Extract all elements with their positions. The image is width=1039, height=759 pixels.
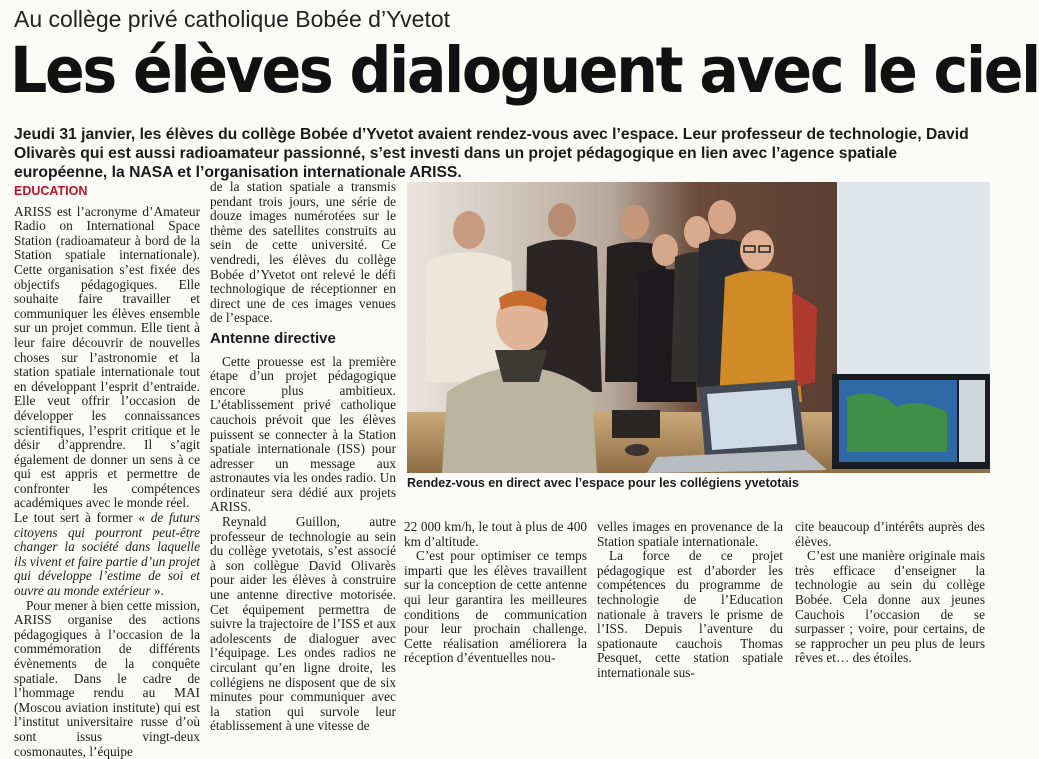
photo-illustration	[407, 182, 990, 473]
col2-paragraph-2: Cette prouesse est la première étape d’un projet pédagogique encore plus ambitieux. L’établissement privé catholique cauchois prévoit que les élèves puissent se connecter à la Station spatiale internationale (ISS) pour adresser un message aux astronautes via les ondes radio. Un ordinateur sera dédié aux projets ARISS.	[210, 353, 396, 515]
col4-paragraph-1: velles images en provenance de la Station spatiale internationale.	[597, 519, 783, 549]
col5-paragraph-2: C’est une manière originale mais très efficace d’enseigner la technologie au sein du collège Bobée. Cela donne aux jeunes Cauchois l’occasion de se surpasser ; voire, pour certains, de se rapprocher un peu plus de leurs rêves et… des étoiles.	[795, 548, 985, 666]
col1-paragraph-1: ARISS est l’acronyme d’Amateur Radio on International Space Station (radioamateur à bord de la Station spatiale internationale). Cette organisation s’est fixée des objectifs pédagogiques. Elle souhaite faire travailler et communiquer les élèves ensemble sur un projet commun. Elle tient à leur faire découvrir de nouvelles choses sur l’astronomie et la station spatiale internationale tout en développant l’esprit d’entraide. Elle veut offrir l’occasion de développer les connaissances scientifiques, l’esprit critique et le désir d’apprendre. Il s’agit également de donner un sens à ce qui est appris et permettre de confronter les compétences académiques avec le monde réel.	[14, 203, 200, 511]
col2-paragraph-3: Reynald Guillon, autre professeur de technologie au sein du collège yvetotais, s’est associé à son collègue David Olivarès pour aider les élèves à construire une antenne directive motorisée. Cet équipement permettra de suivre la trajectoire de l’ISS et aux adolescents de dialoguer avec l’équipage. Les ondes radios ne circulant qu’en ligne droite, les collégiens ne disposent que de six minutes pour communiquer avec la station qui survole leur établissement à une vitesse de	[210, 514, 396, 734]
col4-paragraph-2: La force de ce projet pédagogique est d’aborder les compétences du programme de technologie de l’Education nationale à travers le prisme de l’ISS. Depuis l’aventure du spationaute cauchois Thomas Pesquet, cette station spatiale internationale sus-	[597, 548, 783, 680]
column-1	[14, 180, 200, 759]
article-photo	[407, 182, 990, 473]
subhead: Antenne directive	[210, 329, 336, 347]
col5-paragraph-1: cite beaucoup d’intérêts auprès des élèves.	[795, 519, 985, 549]
col3-paragraph-1: 22 000 km/h, le tout à plus de 400 km d’altitude.	[404, 519, 587, 549]
column-5	[795, 520, 985, 666]
headline: Les élèves dialoguent avec le ciel	[10, 34, 1039, 107]
column-2	[210, 180, 396, 734]
col1-quote-paragraph	[14, 511, 200, 599]
col1-quote: de futurs citoyens qui pourront peut-être changer la société dans laquelle ils vivent et faire partie d’un projet qui développe l’estime de soi et ouvre au monde extérieur	[14, 510, 200, 599]
col3-paragraph-2: C’est pour optimiser ce temps imparti que les élèves travaillent sur la conception de cette antenne qui leur garantira les meilleures conditions de communication pour leur prochain challenge. Cette réalisation améliorera la réception d’éventuelles nou-	[404, 548, 587, 666]
kicker: Au collège privé catholique Bobée d’Yvetot	[14, 6, 451, 32]
col1-quote-end: ».	[150, 583, 164, 599]
column-3	[404, 520, 587, 666]
col1-quote-lead: Le tout sert à former «	[14, 510, 151, 526]
lead-paragraph: Jeudi 31 janvier, les élèves du collège Bobée d’Yvetot avaient rendez-vous avec l’espace. Leur professeur de technologie, David Olivarès qui est aussi radioamateur passionné, s’est investi dans un projet pédagogique en lien avec l’agence spatiale européenne, la NASA et l’organisation internationale ARISS.	[14, 126, 969, 181]
col2-paragraph-1: de la station spatiale a transmis pendant trois jours, une série de douze images numérotées sur le thème des satellites construits au sein de cette université. Ce vendredi, les élèves du collège Bobée d’Yvetot ont relevé le défi technologique de réceptionner en direct une de ces images venues de l’espace.	[210, 179, 396, 326]
column-4	[597, 520, 783, 681]
section-tag: EDUCATION	[14, 184, 88, 198]
col1-paragraph-2: Pour mener à bien cette mission, ARISS organise des actions pédagogiques à l’occasion de la commémoration de différents évènements de la conquête spatiale. Dans le cadre de l’hommage rendu au MAI (Moscou aviation institute) qui est l’institut universitaire russe d’où sont issus vingt-deux cosmonautes, l’équipe	[14, 597, 200, 759]
photo-caption: Rendez-vous en direct avec l’espace pour les collégiens yvetotais	[407, 476, 799, 490]
